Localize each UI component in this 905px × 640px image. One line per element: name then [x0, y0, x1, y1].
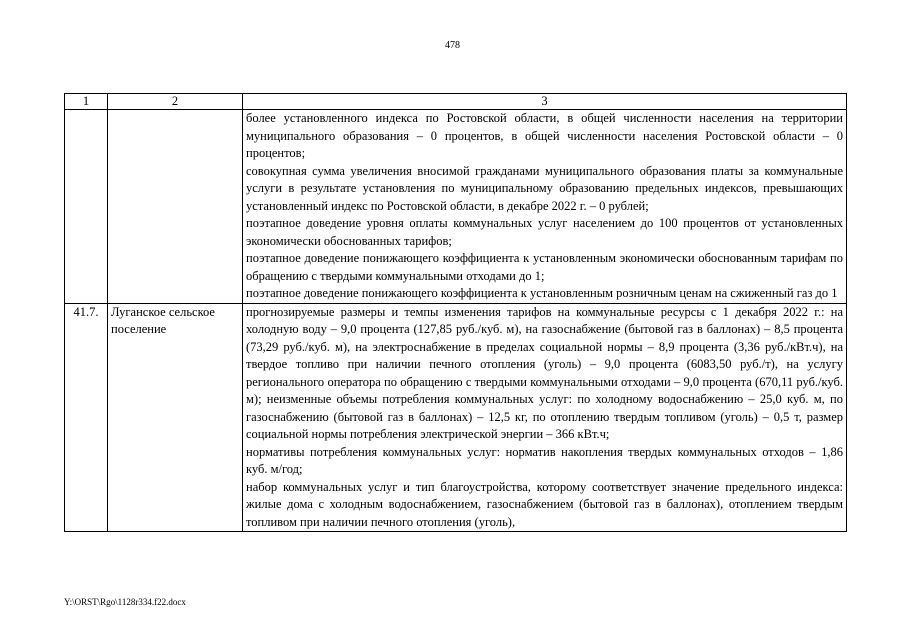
paragraph: нормативы потребления коммунальных услуг: норматив накопления твердых коммунальных отходов – 1,86 куб. м/год;	[246, 444, 843, 476]
header-col-1: 1	[65, 94, 108, 110]
header-col-3: 3	[243, 94, 847, 110]
row-text	[243, 303, 847, 532]
row-text	[243, 110, 847, 304]
municipality-name: Луганское сельское поселение	[108, 303, 243, 532]
document-table	[64, 93, 847, 532]
header-col-2: 2	[108, 94, 243, 110]
paragraph: набор коммунальных услуг и тип благоустройства, которому соответствует значение предельного индекса: жилые дома с холодным водоснабжением, газоснабжением (бытовой газ в баллонах), отоплением твердым топливом при наличии печного отопления (уголь),	[246, 479, 843, 529]
table-header-row	[65, 94, 847, 110]
page-number: 478	[445, 40, 460, 51]
paragraph: поэтапное доведение понижающего коэффициента к установленным экономически обоснованным тарифам по обращению с твердыми коммунальными отходами до 1;	[246, 251, 843, 283]
paragraph: прогнозируемые размеры и темпы изменения тарифов на коммунальные ресурсы с 1 декабря 2022 г.: на холодную воду – 9,0 процента (127,85 руб./куб. м), на газоснабжение (бытовой газ в баллонах) – 8,5 процента (73,29 руб./куб. м), на электроснабжение в пределах социальной нормы – 8,9 процента (3,36 руб./кВт.ч), на твердое топливо при наличии печного отопления (уголь) – 9,0 процента (6083,50 руб./т), на услугу регионального оператора по обращению с твердыми коммунальными отходами – 9,0 процента (670,11 руб./куб. м); неизменные объемы потребления коммунальных услуг: по холодному водоснабжению – 25,0 куб. м, по газоснабжению (бытовой газ в баллонах) – 12,5 кг, по отоплению твердым топливом (уголь) – 0,5 т, размер социальной нормы потребления электрической энергии – 366 кВт.ч;	[246, 304, 843, 441]
paragraph: совокупная сумма увеличения вносимой гражданами муниципального образования платы за коммунальные услуги в результате установления по муниципальному образованию предельных индексов, превышающих установленный индекс по Ростовской области, в декабре 2022 г. – 0 рублей;	[246, 163, 843, 213]
file-path-footer: Y:\ORST\Rgo\1128r334.f22.docx	[64, 597, 186, 607]
row-number: 41.7.	[65, 303, 108, 532]
table-row	[65, 110, 847, 304]
paragraph: более установленного индекса по Ростовской области, в общей численности населения на территории муниципального образования – 0 процентов, в общей численности населения Ростовской области – 0 процентов;	[246, 111, 843, 160]
paragraph: поэтапное доведение уровня оплаты коммунальных услуг населением до 100 процентов от установленных экономически обоснованных тарифов;	[246, 216, 843, 248]
municipality-name	[108, 110, 243, 304]
row-number	[65, 110, 108, 304]
paragraph: поэтапное доведение понижающего коэффициента к установленным розничным ценам на сжиженный газ до 1	[246, 286, 838, 300]
table-row	[65, 303, 847, 532]
